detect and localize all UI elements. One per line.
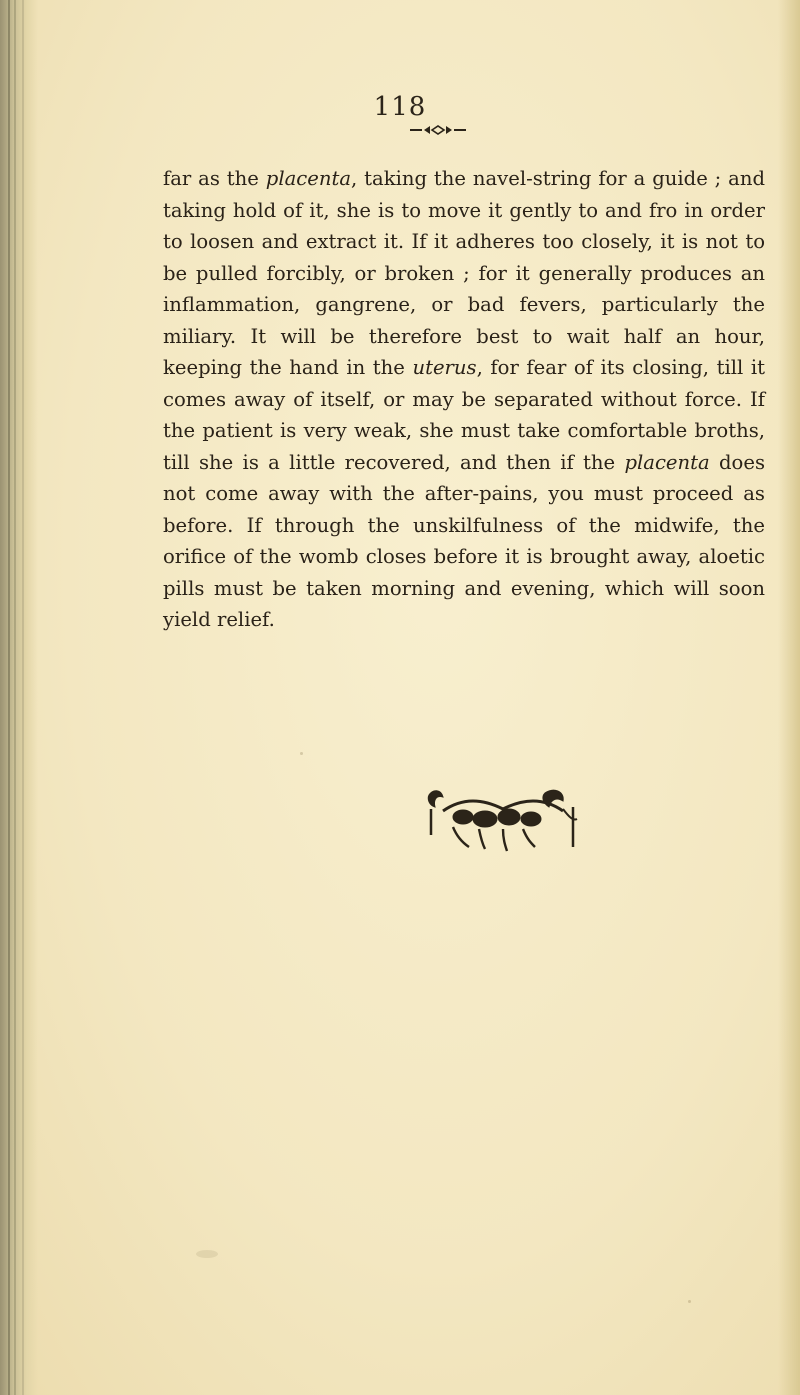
floral-tailpiece-icon: [423, 787, 583, 857]
decorative-rule-icon: [380, 122, 500, 138]
text-segment: far as the: [163, 167, 266, 190]
italic-term: placenta: [624, 450, 710, 474]
page-number: 118: [373, 92, 427, 122]
page-right-edge: [778, 0, 800, 1395]
page-binding-edge: [0, 0, 38, 1395]
text-segment: , for fear of its closing, till it comes away of itself, or may be separated without force. If the patient is very weak, she must take comfortable broths, till she is a little recovered, and then if the: [163, 356, 766, 474]
italic-term: uterus: [412, 356, 477, 379]
text-segment: does not come away with the after-pains, you must proceed as before. If through the unskilfulness of the midwife, the orifice of the womb closes before it is brought away, aloetic pills must be taken morning and evening, which will soon yield relief.: [163, 450, 765, 631]
body-paragraph: [163, 163, 765, 636]
italic-term: placenta: [265, 167, 352, 190]
text-segment: , taking the navel-string for a guide ; and taking hold of it, she is to move it gently to and fro in order to loosen and extract it. If it adheres too closely, it is not to be pulled forcibly, or broken ; for it generally produces an inflammation, gangrene, or bad fevers, particularly the miliary. It will be therefore best to wait half an hour, keeping the hand in the: [163, 167, 766, 379]
